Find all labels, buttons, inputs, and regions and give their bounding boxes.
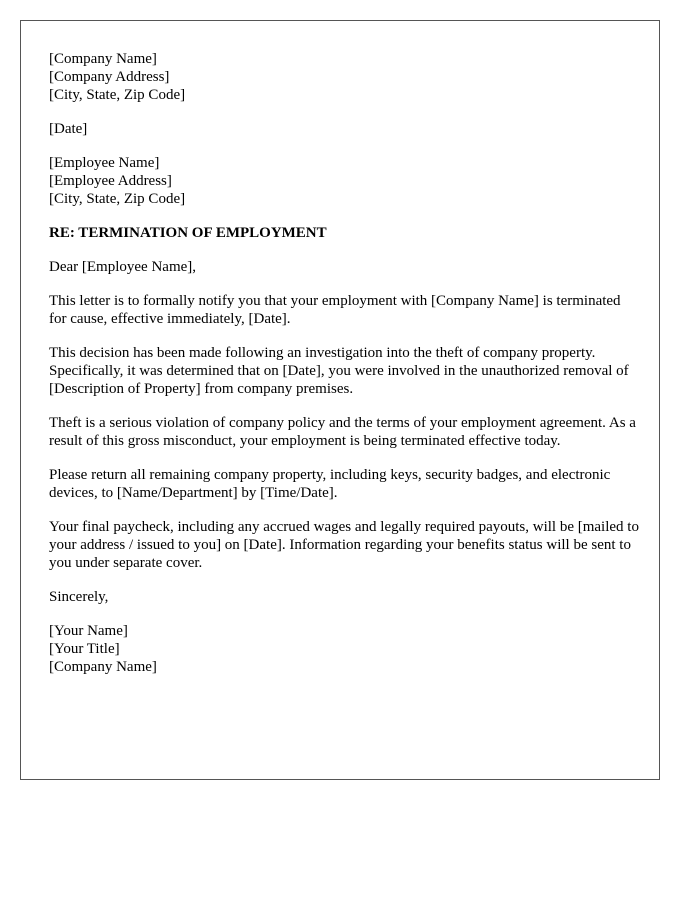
signer-title: [Your Title] xyxy=(49,641,120,657)
recipient-city-state-zip: [City, State, Zip Code] xyxy=(49,191,186,207)
subject-line: RE: TERMINATION OF EMPLOYMENT xyxy=(49,225,327,241)
signer-name: [Your Name] xyxy=(49,623,128,639)
paragraph-notification: This letter is to formally notify you that your employment with [Company Name] is terminated for cause, effective immediately, [Date]. xyxy=(49,293,621,327)
paragraph-investigation: This decision has been made following an investigation into the theft of company property. Specifically, it was determined that on [Date], you were involved in the unauthorized removal of [Description of Property] from company premises. xyxy=(49,345,629,397)
letter-date xyxy=(49,120,641,138)
sender-company-name: [Company Name] xyxy=(49,51,157,67)
sender-city-state-zip: [City, State, Zip Code] xyxy=(49,87,186,103)
recipient-address-line: [Employee Address] xyxy=(49,173,172,189)
salutation: Dear [Employee Name], xyxy=(49,259,197,275)
sender-company-address: [Company Address] xyxy=(49,69,170,85)
recipient-address xyxy=(49,154,641,208)
letter-body xyxy=(49,50,641,692)
signer-company: [Company Name] xyxy=(49,659,157,675)
sender-address xyxy=(49,50,641,104)
letter-page xyxy=(20,20,660,780)
date-text: [Date] xyxy=(49,121,88,137)
recipient-name: [Employee Name] xyxy=(49,155,160,171)
signature-block xyxy=(49,622,641,676)
paragraph-final-paycheck: Your final paycheck, including any accrued wages and legally required payouts, will be [mailed to your address / issued to you] on [Date]. Information regarding your benefits status will be sent to you under separate cover. xyxy=(49,519,639,571)
paragraph-return-property: Please return all remaining company property, including keys, security badges, and electronic devices, to [Name/Department] by [Time/Date]. xyxy=(49,467,611,501)
paragraph-policy-violation: Theft is a serious violation of company policy and the terms of your employment agreement. As a result of this gross misconduct, your employment is being terminated effective today. xyxy=(49,415,636,449)
closing: Sincerely, xyxy=(49,589,109,605)
